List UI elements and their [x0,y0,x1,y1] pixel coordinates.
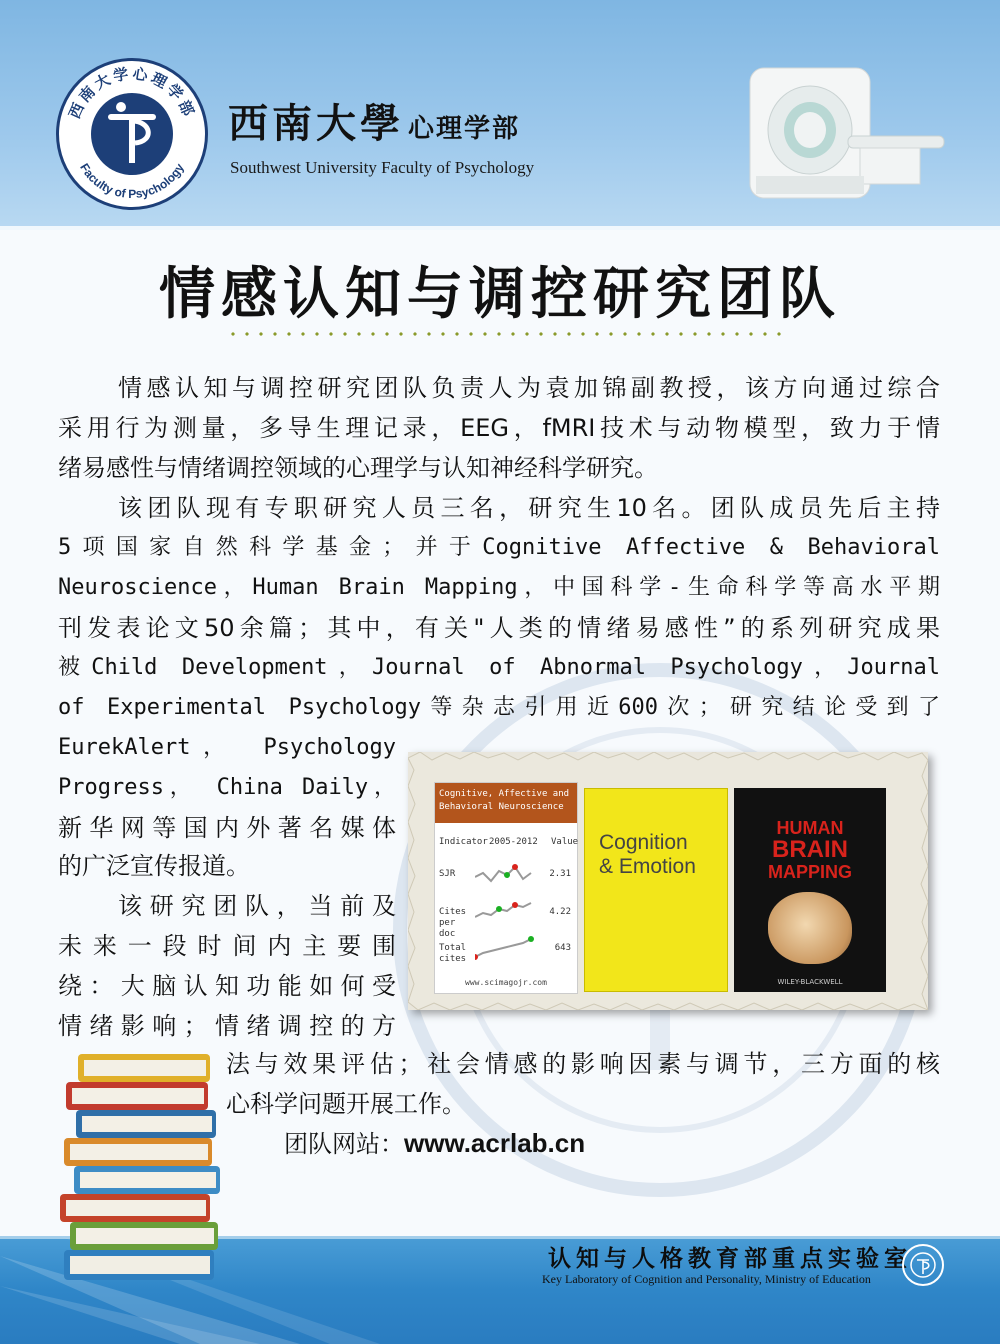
mri-scanner-image [740,48,950,208]
body-line: Neuroscience，Human Brain Mapping，中国科学-生命科学等高水平期 [58,575,940,600]
body-line: 未来一段时间内主要围 [58,932,396,960]
lab-name-en: Key Laboratory of Cognition and Personality, Ministry of Education [542,1272,871,1286]
hbm-line2: BRAIN [772,836,848,863]
book-stack-icon [56,1050,226,1290]
journal-covers-collage [408,752,928,1010]
website-label: 团队网站： [284,1130,404,1158]
cabn-row-label: SJR [439,869,456,879]
journal-cover-cabn [434,782,578,994]
body-line: Progress， China Daily， [58,775,396,800]
body-line: 法与效果评估；社会情感的影响因素与调节，三方面的核 [226,1050,940,1078]
cabn-row-label: Total cites [439,943,467,964]
body-line: of Experimental Psychology等杂志引用近600次；研究结论受到了 [58,695,940,720]
page-title: 情感认知与调控研究团队 [159,262,841,327]
brain-illustration-icon [768,892,852,964]
website-line [284,1124,585,1159]
body-line: 绪易感性与情绪调控领域的心理学与认知神经科学研究。 [58,454,658,482]
journal-cover-human-brain-mapping [734,788,886,992]
ce-title-line2: & Emotion [599,855,696,878]
body-line: 绕：大脑认知功能如何受 [58,972,396,1000]
cabn-sparklines [475,853,535,963]
body-line: 该团队现有专职研究人员三名，研究生10名。团队成员先后主持 [118,494,940,522]
cabn-source: www.scimagojr.com [465,978,547,987]
faculty-seal-logo [56,58,208,210]
body-line: EurekAlert， Psychology [58,735,396,760]
torn-paper-frame [408,752,928,1010]
title-dotted-divider [226,332,788,336]
university-cn: 西南大學 [228,100,404,147]
lab-name-cn: 认知与人格教育部重点实验室 [548,1245,912,1272]
cabn-row-value: 643 [554,943,571,953]
ce-title [599,831,696,879]
cabn-row-value: 2.31 [549,869,571,879]
body-line: 心科学问题开展工作。 [226,1090,466,1118]
hbm-publisher: WILEY-BLACKWELL [777,978,843,986]
website-link[interactable]: www.acrlab.cn [404,1128,586,1158]
body-line: 新华网等国内外著名媒体 [58,814,396,842]
hbm-line1: HUMAN [776,818,844,838]
body-line: 被Child Development，Journal of Abnormal Psychology，Journal [58,655,940,680]
department-cn: 心理学部 [408,114,521,144]
journal-cover-cognition-emotion [584,788,728,992]
body-line: 的广泛宣传报道。 [58,852,250,880]
body-line: 采用行为测量，多导生理记录，EEG，fMRI技术与动物模型，致力于情 [58,414,940,442]
psi-emblem-icon [91,93,173,175]
body-line: 情绪影响；情绪调控的方 [58,1012,396,1040]
university-name-en: Southwest University Faculty of Psychology [230,158,535,177]
hbm-title [734,818,886,883]
body-line: 该研究团队，当前及 [118,892,396,920]
header-divider [0,226,1000,230]
body-line: 情感认知与调控研究团队负责人为袁加锦副教授，该方向通过综合 [118,374,940,402]
cabn-row-label: Cites per doc [439,907,467,939]
hbm-line3: MAPPING [767,862,852,882]
cabn-row-value: 4.22 [549,907,571,917]
body-line: 5项国家自然科学基金；并于Cognitive Affective & Behavioral [58,535,940,560]
cabn-title: Cognitive, Affective and Behavioral Neuroscience [435,783,577,823]
seal-text-en: Faculty of Psychology [77,160,187,202]
university-name-cn [228,92,520,149]
lab-seal-logo [902,1244,944,1286]
seal-text-cn: 西南大学心理学部 [65,64,199,122]
body-line: 刊发表论文50余篇；其中，有关"人类的情绪易感性”的系列研究成果 [58,614,940,642]
cabn-col-indicator: Indicator [439,837,488,847]
cabn-col-value: Value [551,837,579,847]
cabn-col-period: 2005-2012 [489,837,538,847]
ce-title-line1: Cognition [599,831,688,854]
